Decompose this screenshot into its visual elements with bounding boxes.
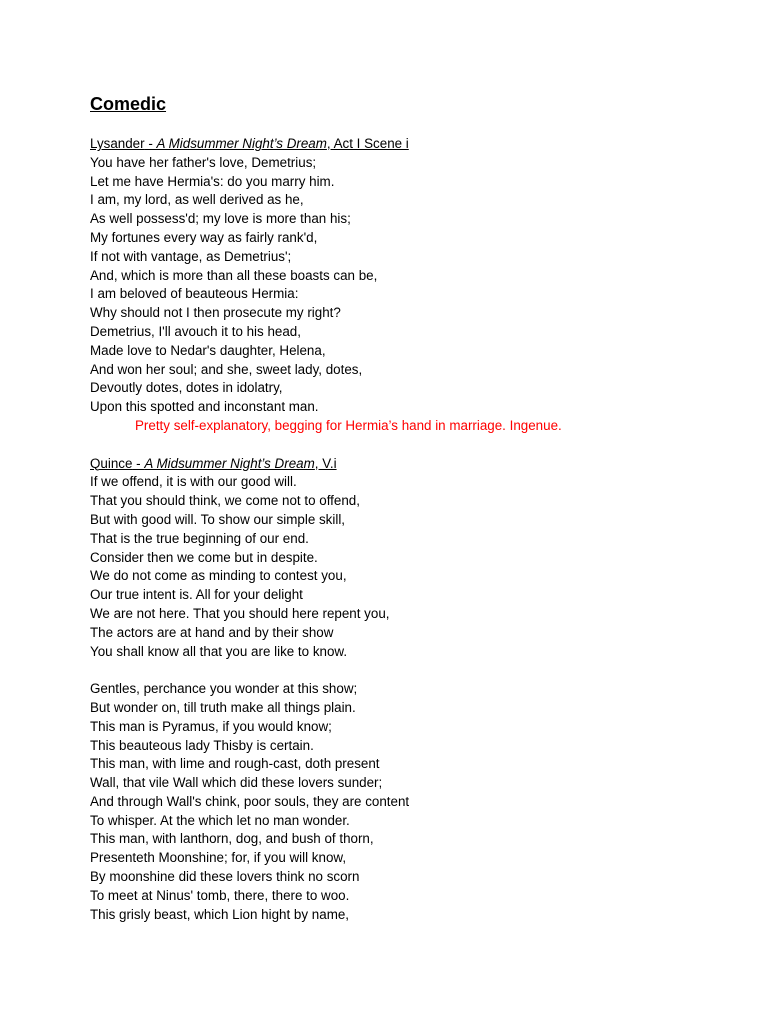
verse-line: The actors are at hand and by their show — [90, 624, 334, 640]
title-separator: - — [144, 136, 157, 151]
monologue-lysander — [90, 135, 730, 436]
play-title: A Midsummer Night’s Dream — [156, 136, 327, 151]
verse-line: That is the true beginning of our end. — [90, 530, 309, 546]
section-gap — [90, 436, 730, 455]
verse-line: By moonshine did these lovers think no scorn — [90, 869, 360, 885]
monologue-lines — [90, 473, 730, 661]
verse-line: Upon this spotted and inconstant man. — [90, 399, 319, 415]
monologue-title — [90, 455, 730, 474]
verse-line: Presenteth Moonshine; for, if you will know, — [90, 850, 347, 866]
verse-line: If we offend, it is with our good will. — [90, 474, 297, 490]
verse-line: I am beloved of beauteous Hermia: — [90, 286, 299, 302]
monologue-quince — [90, 455, 730, 925]
verse-line: And won her soul; and she, sweet lady, dotes, — [90, 361, 363, 377]
verse-line: My fortunes every way as fairly rank'd, — [90, 229, 318, 245]
verse-line: Let me have Hermia's: do you marry him. — [90, 173, 335, 189]
character-name: Quince — [90, 455, 133, 471]
verse-line: Why should not I then prosecute my right? — [90, 305, 341, 321]
scene-location: , Act I Scene i — [326, 136, 409, 151]
monologue-title — [90, 135, 730, 154]
verse-line: Devoutly dotes, dotes in idolatry, — [90, 380, 283, 396]
verse-line: I am, my lord, as well derived as he, — [90, 192, 304, 208]
verse-line: To whisper. At the which let no man wonder. — [90, 812, 350, 828]
character-name: Lysander — [90, 136, 145, 151]
verse-line: We do not come as minding to contest you, — [90, 568, 347, 584]
verse-line: You have her father's love, Demetrius; — [90, 154, 317, 170]
verse-line: Demetrius, I'll avouch it to his head, — [90, 323, 301, 339]
monologue-note: Pretty self-explanatory, begging for Hermia’s hand in marriage. Ingenue. — [135, 417, 562, 433]
verse-line: If not with vantage, as Demetrius'; — [90, 248, 292, 264]
verse-line: And, which is more than all these boasts can be, — [90, 267, 378, 283]
verse-line: But wonder on, till truth make all things plain. — [90, 699, 356, 715]
verse-line: Consider then we come but in despite. — [90, 549, 318, 565]
verse-line: But with good will. To show our simple skill, — [90, 511, 346, 527]
verse-line: We are not here. That you should here repent you, — [90, 605, 390, 621]
verse-line: This beauteous lady Thisby is certain. — [90, 737, 314, 753]
stanza-gap — [90, 661, 730, 680]
play-title: A Midsummer Night’s Dream — [144, 455, 315, 471]
verse-line: You shall know all that you are like to know. — [90, 643, 348, 659]
verse-line: Our true intent is. All for your delight — [90, 587, 303, 603]
verse-line: This man, with lanthorn, dog, and bush of thorn, — [90, 831, 374, 847]
document-page — [90, 91, 730, 924]
verse-line: Gentles, perchance you wonder at this show; — [90, 681, 358, 697]
monologue-lines — [90, 154, 730, 417]
verse-line: This man is Pyramus, if you would know; — [90, 718, 332, 734]
verse-line: As well possess'd; my love is more than his; — [90, 211, 351, 227]
verse-line: That you should think, we come not to offend, — [90, 493, 360, 509]
verse-line: And through Wall's chink, poor souls, they are content — [90, 793, 410, 809]
verse-line: This man, with lime and rough-cast, doth present — [90, 756, 380, 772]
verse-line: Wall, that vile Wall which did these lovers sunder; — [90, 775, 383, 791]
verse-line: This grisly beast, which Lion hight by name, — [90, 906, 350, 922]
scene-location: , V.i — [314, 455, 337, 471]
title-separator: - — [132, 455, 145, 471]
page-heading: Comedic — [90, 94, 167, 114]
verse-line: Made love to Nedar's daughter, Helena, — [90, 342, 326, 358]
monologue-lines-continued — [90, 680, 730, 924]
verse-line: To meet at Ninus' tomb, there, there to woo. — [90, 887, 350, 903]
